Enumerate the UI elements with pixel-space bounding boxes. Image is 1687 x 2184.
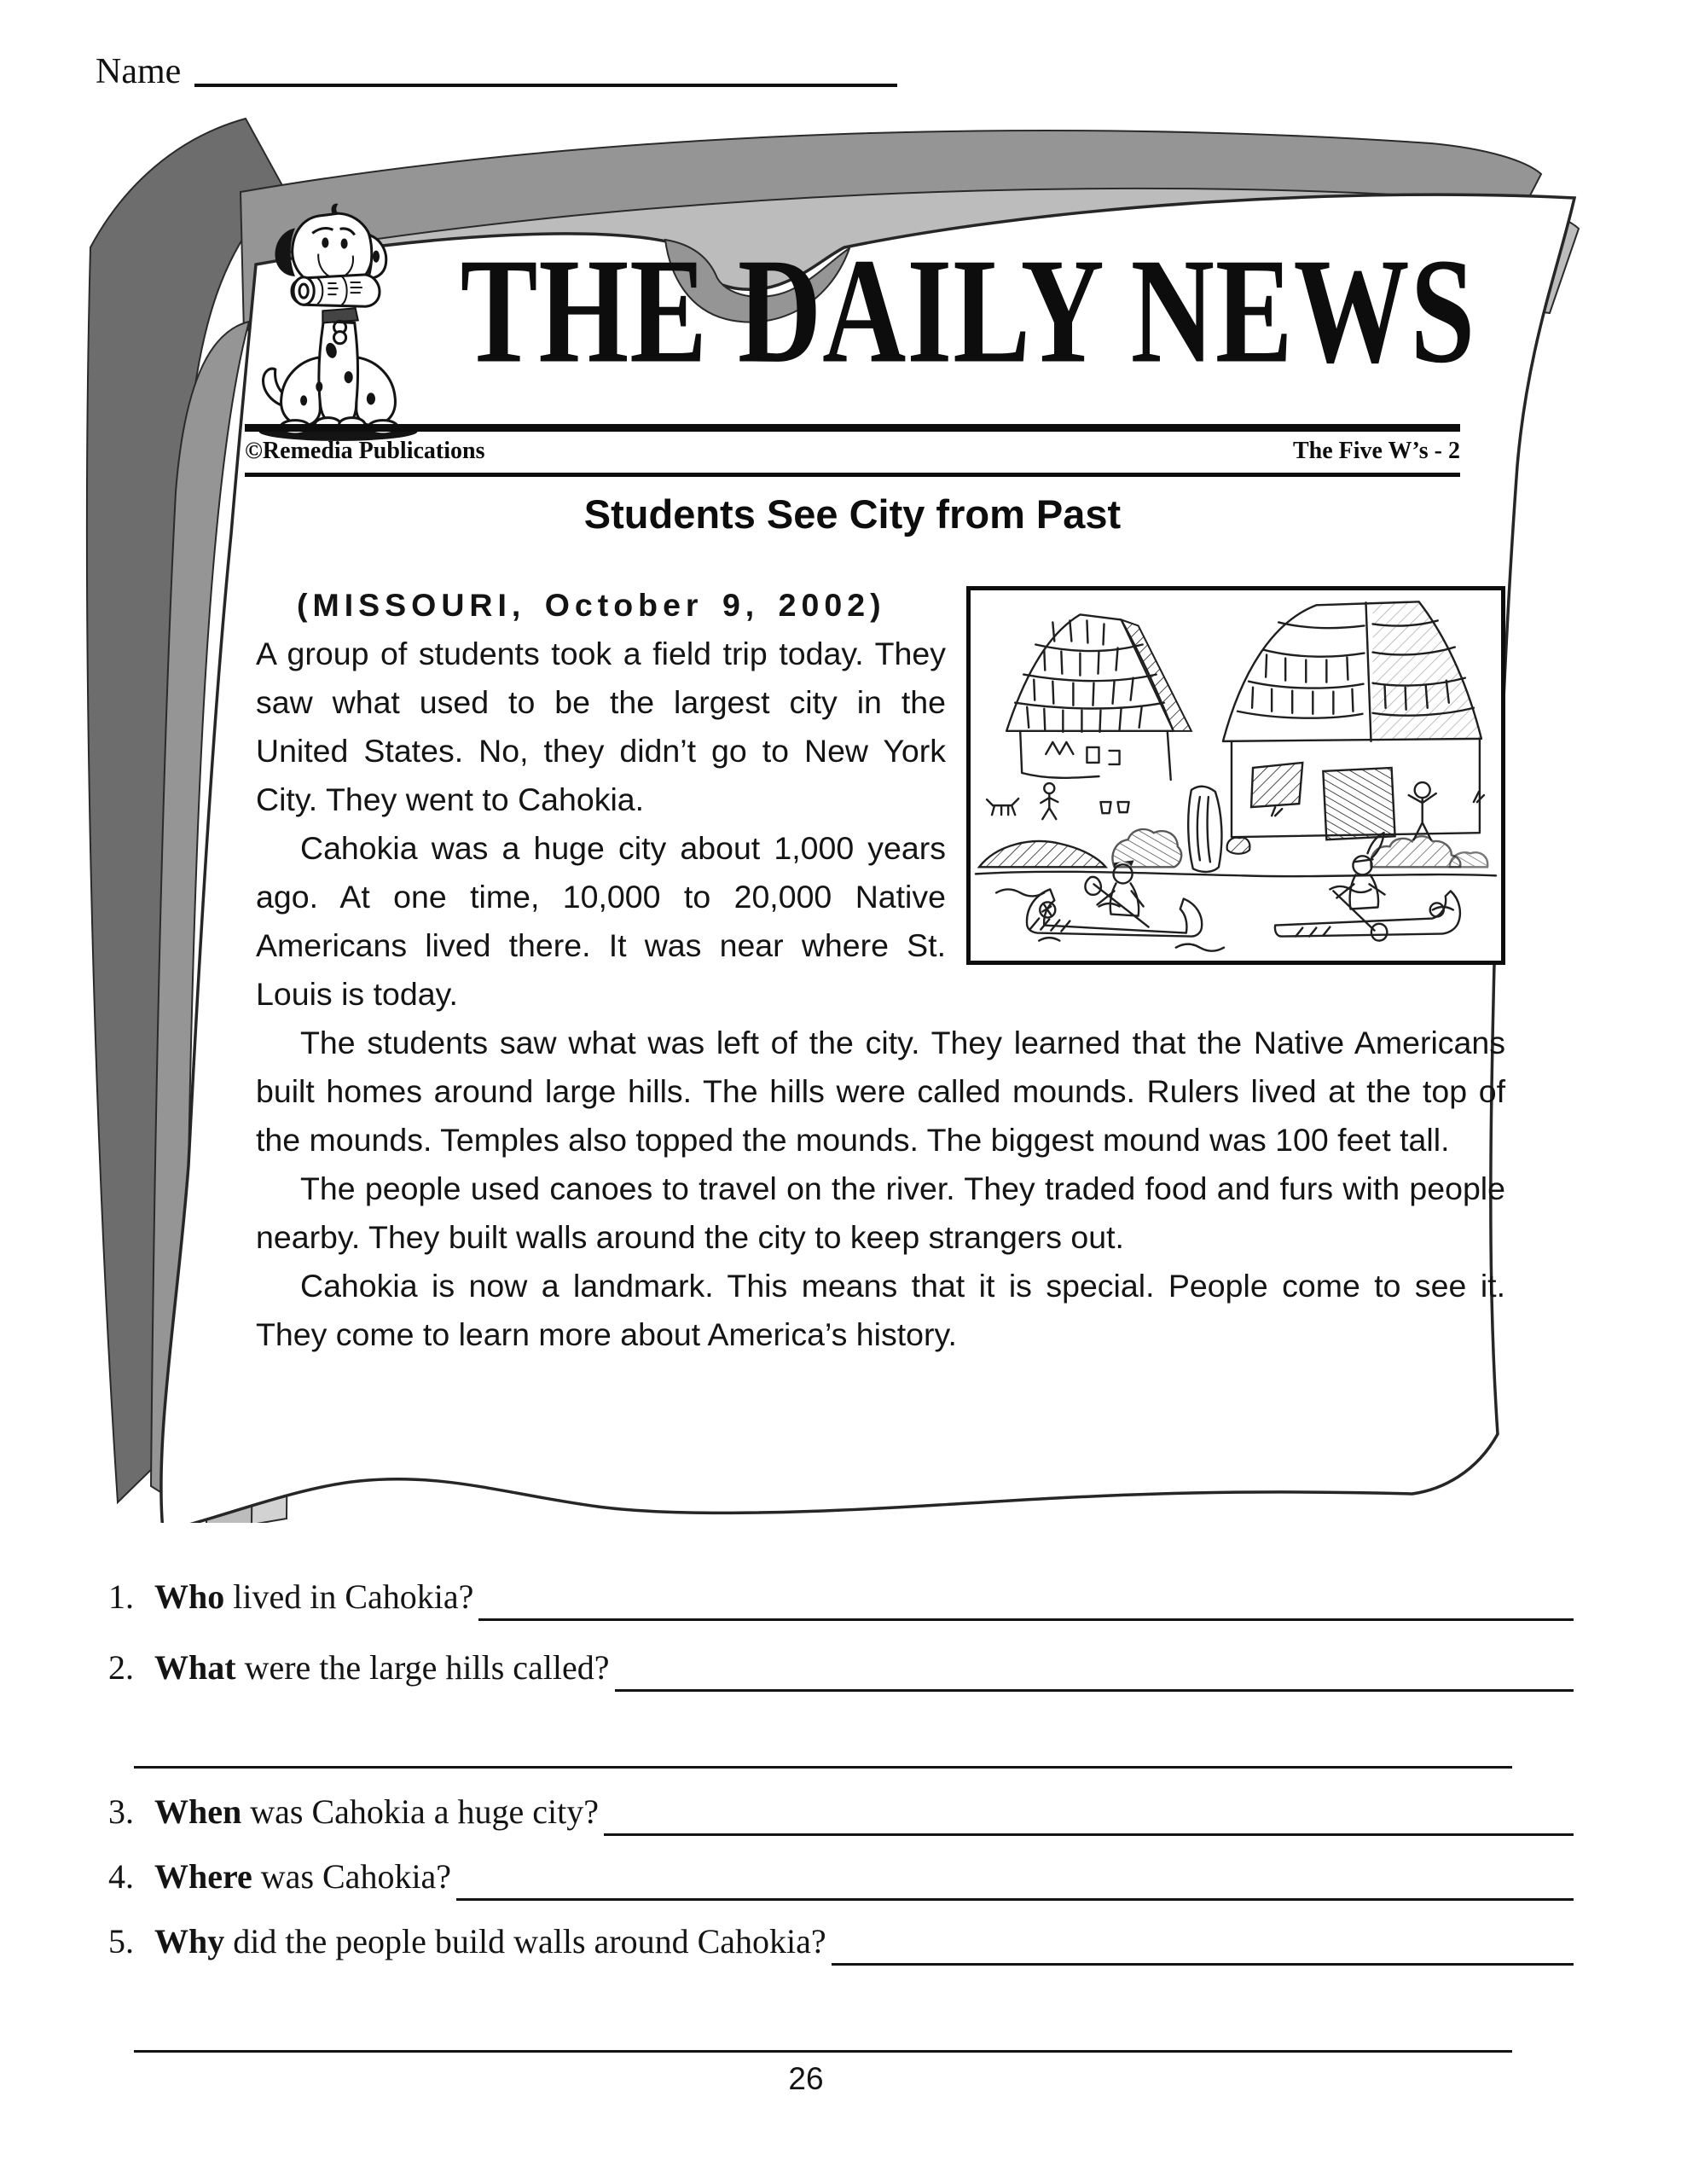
edition-label: The Five W’s - 2 bbox=[1293, 438, 1460, 464]
publisher-credit: ©Remedia Publications bbox=[245, 438, 485, 464]
question-number: 3. bbox=[108, 1792, 134, 1831]
name-row bbox=[96, 48, 897, 92]
cahokia-village-illustration bbox=[971, 590, 1501, 961]
question-row-1 bbox=[108, 1577, 1574, 1626]
article-paragraph-2: Cahokia was a huge city about 1,000 years ago. At one time, 10,000 to 20,000 Native Americans lived there. It was near where St. Louis is today. bbox=[256, 830, 946, 1012]
question-row-4 bbox=[108, 1856, 1574, 1906]
answer-continuation-line[interactable] bbox=[134, 1740, 1512, 1769]
masthead-credits-row bbox=[245, 438, 1460, 465]
question-text: Why did the people build walls around Cahokia? bbox=[154, 1922, 826, 1960]
page-number: 26 bbox=[788, 2061, 824, 2096]
question-number: 2. bbox=[108, 1648, 134, 1687]
answer-blank-line[interactable] bbox=[604, 1792, 1574, 1836]
question-text: Who lived in Cahokia? bbox=[154, 1577, 474, 1616]
question-row-5 bbox=[108, 1921, 1574, 1971]
article-body bbox=[256, 581, 1505, 1359]
question-text: What were the large hills called? bbox=[154, 1648, 610, 1687]
answer-blank-line[interactable] bbox=[478, 1577, 1574, 1621]
article-dateline: (MISSOURI, October 9, 2002) bbox=[297, 587, 886, 623]
article-paragraph-1: A group of students took a field trip today. They saw what used to be the largest city in the United States. No, they didn’t go to New York City. They went to Cahokia. bbox=[256, 636, 946, 817]
newspaper-graphic bbox=[77, 107, 1612, 1523]
answer-blank-line[interactable] bbox=[615, 1647, 1574, 1692]
answer-blank-line[interactable] bbox=[456, 1856, 1574, 1901]
question-number: 4. bbox=[108, 1857, 134, 1896]
name-blank-line[interactable] bbox=[194, 48, 897, 87]
article-paragraph-5: Cahokia is now a landmark. This means that it is special. People come to see it. They come to learn more about America’s history. bbox=[256, 1268, 1505, 1352]
question-number: 1. bbox=[108, 1577, 134, 1616]
masthead-rule-top bbox=[245, 424, 1460, 432]
article-illustration bbox=[966, 586, 1505, 965]
dalmatian-logo-icon bbox=[235, 202, 438, 448]
article-headline: Students See City from Past bbox=[583, 491, 1122, 537]
article-paragraph-3: The students saw what was left of the city. They learned that the Native Americans built homes around large hills. The hills were called mounds. Rulers lived at the top of the mounds. Temples also topped the mounds. The biggest mound was 100 feet tall. bbox=[256, 1025, 1505, 1158]
article-paragraph-4: The people used canoes to travel on the river. They traded food and furs with people nearby. They built walls around the city to keep strangers out. bbox=[256, 1170, 1505, 1255]
question-row-2 bbox=[108, 1647, 1574, 1697]
masthead-rule-bottom bbox=[245, 473, 1460, 477]
answer-continuation-line[interactable] bbox=[134, 2024, 1512, 2053]
masthead-title: THE DAILY NEWS bbox=[460, 228, 1476, 395]
question-number: 5. bbox=[108, 1922, 134, 1960]
question-text: When was Cahokia a huge city? bbox=[154, 1792, 599, 1831]
question-row-3 bbox=[108, 1792, 1574, 1841]
name-label: Name bbox=[96, 52, 182, 91]
question-text: Where was Cahokia? bbox=[154, 1857, 452, 1896]
answer-blank-line[interactable] bbox=[832, 1921, 1574, 1966]
